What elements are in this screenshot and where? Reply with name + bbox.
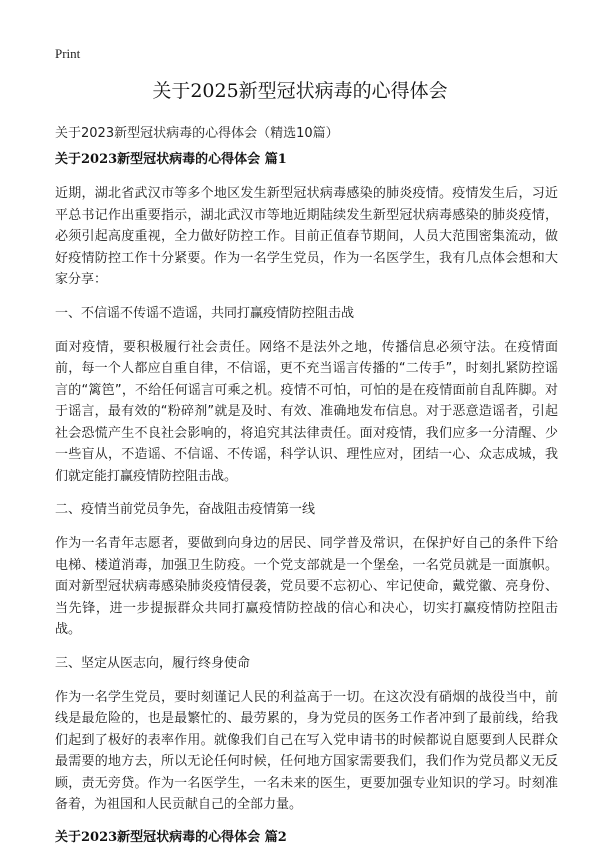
point-3-title: 三、坚定从医志向，履行终身使命	[55, 655, 251, 671]
article-2-heading: 关于2023新型冠状病毒的心得体会 篇2	[55, 829, 287, 845]
article-body	[55, 148, 558, 861]
article-1-heading: 关于2023新型冠状病毒的心得体会 篇1	[55, 152, 287, 167]
point-1-text: 面对疫情，要积极履行社会责任。网络不是法外之地，传播信息必须守法。在疫情面前，每一个人都应自重自律，不信谣，更不充当谣言传播的“二传手”，时刻扎紧防控谣言的“篱笆”，不给任何谣言可乘之机。疫情不可怕，可怕的是在疫情面前自乱阵脚。对于谣言，最有效的“粉碎剂”就是及时、有效、准确地发布信息。对于恶意造谣者，引起社会恐慌产生不良社会影响的，将追究其法律责任。面对疫情，我们应多一分清醒、少一些盲从，不造谣、不信谣、不传谣，科学认识、理性应对，团结一心、众志成城，我们就定能打赢疫情防控阻击战。	[55, 339, 558, 484]
page-title: 关于2025新型冠状病毒的心得体会	[152, 80, 448, 102]
point-3-text: 作为一名学生党员，要时刻谨记人民的利益高于一切。在这次没有硝烟的战役当中，前线是最危险的，也是最繁忙的、最劳累的，身为党员的医务工作者冲到了最前线，给我们起到了极好的表率作用。就像我们自己在写入党申请书的时候都说自愿要到人民群众最需要的地方去，所以无论任何时候，任何地方国家需要我们，我们作为党员都义无反顾，责无旁贷。作为一名医学生，一名未来的医生，更要加强专业知识的学习。时刻准备着，为祖国和人民贡献自己的全部力量。	[55, 689, 558, 812]
article-1-intro: 近期，湖北省武汉市等多个地区发生新型冠状病毒感染的肺炎疫情。疫情发生后，习近平总书记作出重要指示，湖北武汉市等地近期陆续发生新型冠状病毒感染的肺炎疫情，必须引起高度重视，全力做好防控工作。目前正值春节期间，人员大范围密集流动，做好疫情防控工作十分紧要。作为一名学生党员，作为一名医学生，我有几点体会想和大家分享：	[55, 186, 558, 287]
document-subtitle: 关于2023新型冠状病毒的心得体会（精选10篇）	[55, 126, 339, 141]
point-2-text: 作为一名青年志愿者，要做到向身边的居民、同学普及常识，在保护好自己的条件下给电梯、楼道消毒，加强卫生防疫。一个党支部就是一个堡垒，一名党员就是一面旗帜。面对新型冠状病毒感染肺炎疫情侵袭，党员要不忘初心、牢记使命，戴党徽、亮身份、当先锋，进一步提振群众共同打赢疫情防控战的信心和决心，切实打赢疫情防控阻击战。	[55, 536, 558, 637]
point-2-title: 二、疫情当前党员争先，奋战阻击疫情第一线	[55, 502, 316, 517]
print-link[interactable]: Print	[55, 46, 81, 61]
point-1-title: 一、不信谣不传谣不造谣，共同打赢疫情防控阻击战	[55, 305, 355, 321]
